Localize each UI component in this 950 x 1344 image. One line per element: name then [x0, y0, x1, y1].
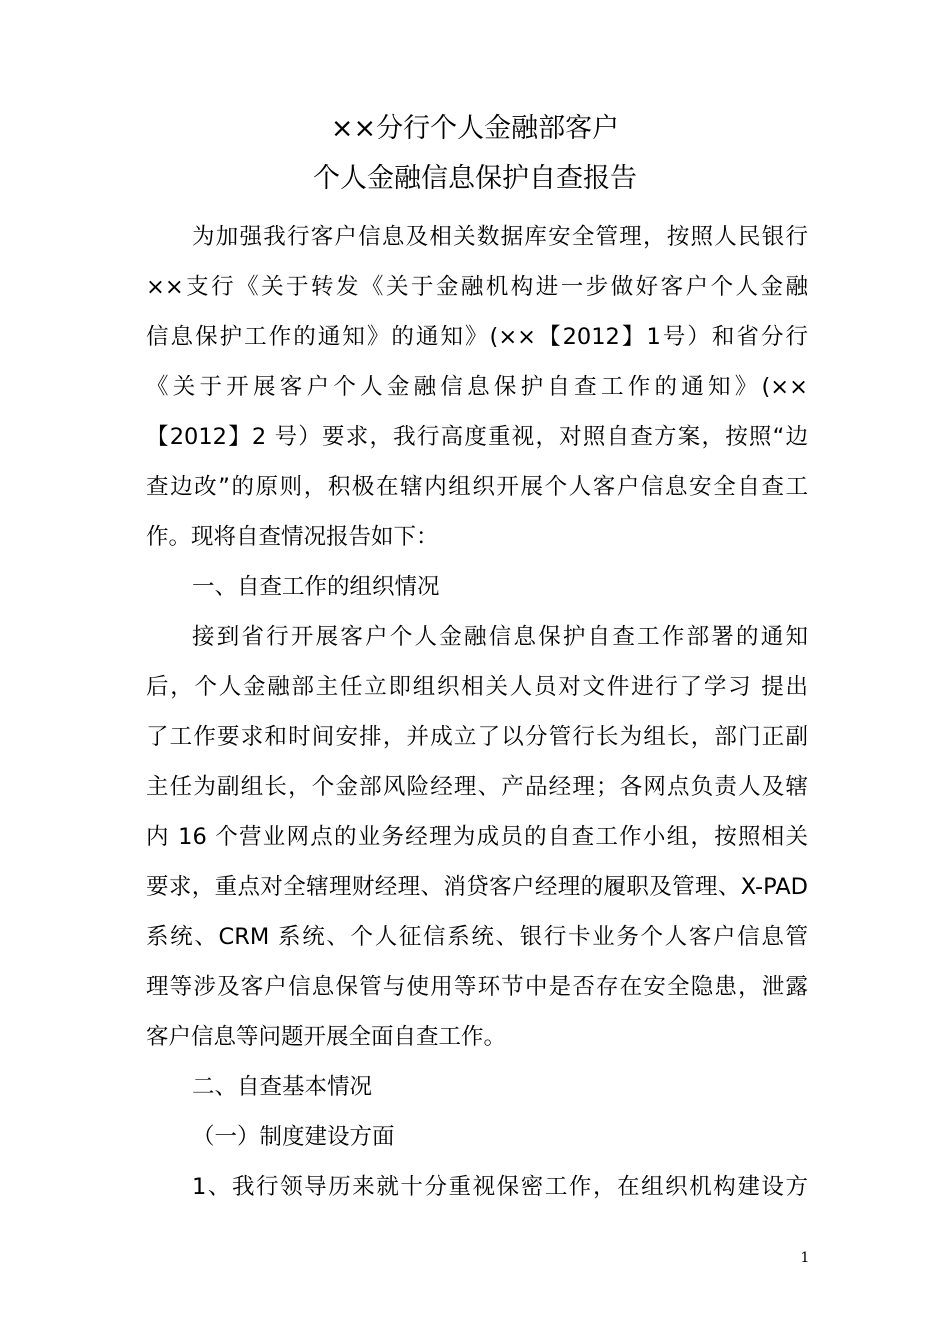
paragraph-line: 客户信息等问题开展全面自查工作。 — [146, 1024, 507, 1050]
paragraph-line: 了工作要求和时间安排，并成立了以分管行长为组长，部门正副 — [146, 724, 808, 750]
paragraph-line: 作。现将自查情况报告如下： — [146, 524, 439, 550]
page-number: 1 — [800, 1250, 810, 1266]
section-heading: 二、自查基本情况 — [192, 1074, 373, 1100]
paragraph-line: 1、我行领导历来就十分重视保密工作，在组织机构建设方 — [192, 1174, 808, 1200]
paragraph-line: 为加强我行客户信息及相关数据库安全管理，按照人民银行 — [192, 224, 808, 250]
paragraph-line: 理等涉及客户信息保管与使用等环节中是否存在安全隐患，泄露 — [146, 974, 808, 1000]
document-title-line-2: 个人金融信息保护自查报告 — [313, 163, 637, 194]
paragraph-line: 《关于开展客户个人金融信息保护自查工作的通知》(×× — [146, 374, 808, 400]
paragraph-line: 后，个人金融部主任立即组织相关人员对文件进行了学习 提出 — [146, 674, 808, 700]
document-title-line-1: ××分行个人金融部客户 — [330, 113, 620, 144]
section-heading: 一、自查工作的组织情况 — [192, 574, 440, 600]
subsection-heading: （一）制度建设方面 — [192, 1124, 395, 1150]
paragraph-line: 系统、CRM 系统、个人征信系统、银行卡业务个人客户信息管 — [146, 924, 808, 950]
paragraph-line: 查边改”的原则，积极在辖内组织开展个人客户信息安全自查工 — [146, 474, 808, 500]
paragraph-line: 【2012】2 号）要求，我行高度重视，对照自查方案，按照“边 — [146, 424, 808, 450]
paragraph-line: 接到省行开展客户个人金融信息保护自查工作部署的通知 — [192, 624, 808, 650]
document-body — [146, 212, 808, 1212]
paragraph-line: ××支行《关于转发《关于金融机构进一步做好客户个人金融 — [146, 274, 808, 300]
paragraph-line: 要求，重点对全辖理财经理、消贷客户经理的履职及管理、X-PAD — [146, 874, 808, 900]
paragraph-line: 主任为副组长，个金部风险经理、产品经理；各网点负责人及辖 — [146, 774, 808, 800]
paragraph-line: 内 16 个营业网点的业务经理为成员的自查工作小组，按照相关 — [146, 824, 808, 850]
paragraph-line: 信息保护工作的通知》的通知》(××【2012】1号）和省分行 — [146, 324, 808, 350]
